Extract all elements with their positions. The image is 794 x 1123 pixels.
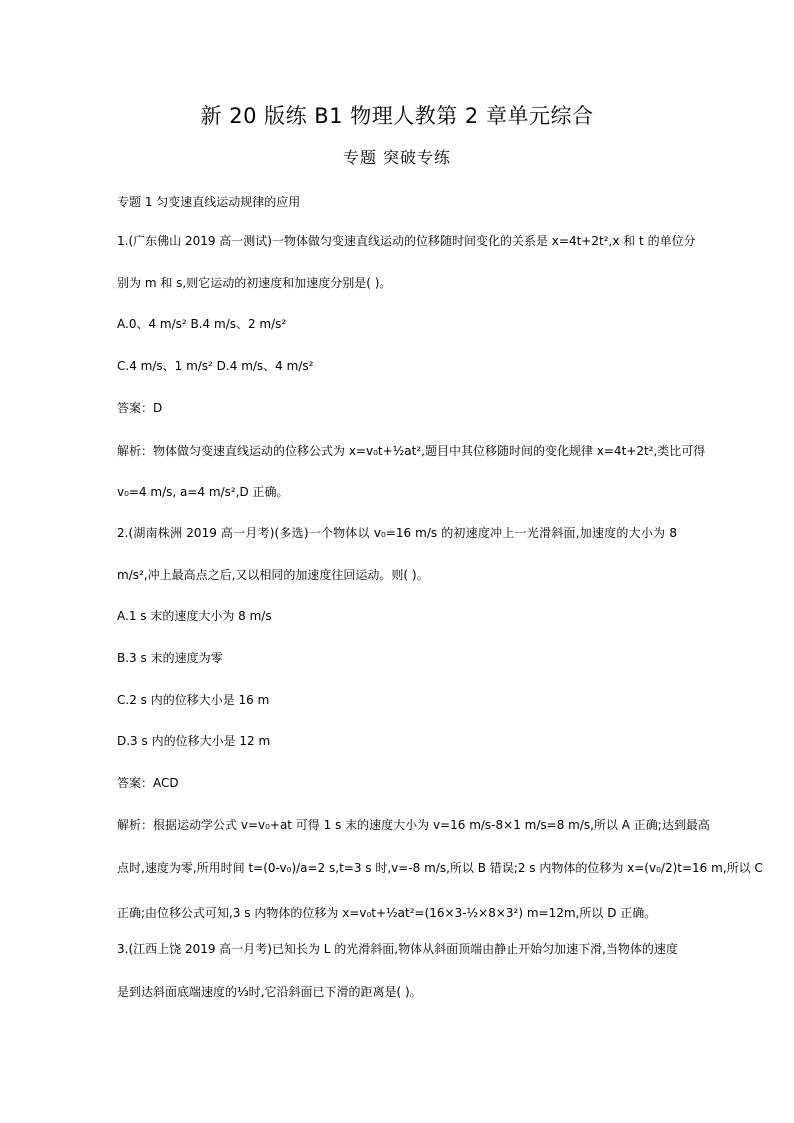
q2-option-d: D.3 s 内的位移大小是 12 m	[117, 734, 271, 748]
q2-option-a: A.1 s 末的速度大小为 8 m/s	[117, 609, 272, 623]
document-title: 新 20 版练 B1 物理人教第 2 章单元综合	[200, 104, 594, 128]
q2-stem-line2: m/s²,冲上最高点之后,又以相同的加速度往回运动。则( )。	[117, 568, 429, 582]
section-heading: 专题 1 匀变速直线运动规律的应用	[117, 195, 301, 209]
q2-option-b: B.3 s 末的速度为零	[117, 651, 223, 665]
document-subtitle: 专题 突破专练	[342, 148, 452, 167]
q1-analysis-line1: 解析：物体做匀变速直线运动的位移公式为 x=v₀t+½at²,题目中其位移随时间的变化规律 x=4t+2t²,类比可得	[117, 444, 706, 458]
q2-option-c: C.2 s 内的位移大小是 16 m	[117, 693, 270, 707]
q1-stem-line2: 别为 m 和 s,则它运动的初速度和加速度分别是( )。	[117, 276, 392, 290]
q2-analysis-line3: 正确;由位移公式可知,3 s 内物体的位移为 x=v₀t+½at²=(16×3-½×8×3²) m=12m,所以 D 正确。	[117, 906, 657, 920]
q2-analysis-line2: 点时,速度为零,所用时间 t=(0-v₀)/a=2 s,t=3 s 时,v=-8 m/s,所以 B 错误;2 s 内物体的位移为 x=(v₀/2)t=16 m,所以 C	[117, 861, 763, 875]
q1-answer: 答案：D	[117, 401, 163, 415]
q1-analysis-line2: v₀=4 m/s, a=4 m/s²,D 正确。	[117, 485, 289, 499]
q3-stem-line1: 3.(江西上饶 2019 高一月考)已知长为 L 的光滑斜面,物体从斜面顶端由静止开始匀加速下滑,当物体的速度	[117, 942, 678, 956]
q2-answer: 答案：ACD	[117, 776, 179, 790]
q1-stem-line1: 1.(广东佛山 2019 高一测试)一物体做匀变速直线运动的位移随时间变化的关系是 x=4t+2t²,x 和 t 的单位分	[117, 234, 696, 248]
q3-stem-line2: 是到达斜面底端速度的⅓时,它沿斜面已下滑的距离是( )。	[117, 985, 422, 999]
q1-options-line2: C.4 m/s、1 m/s² D.4 m/s、4 m/s²	[117, 359, 314, 373]
q2-analysis-line1: 解析：根据运动学公式 v=v₀+at 可得 1 s 末的速度大小为 v=16 m/s-8×1 m/s=8 m/s,所以 A 正确;达到最高	[117, 818, 710, 832]
q2-stem-line1: 2.(湖南株洲 2019 高一月考)(多选)一个物体以 v₀=16 m/s 的初速度冲上一光滑斜面,加速度的大小为 8	[117, 526, 677, 540]
q1-options-line1: A.0、4 m/s² B.4 m/s、2 m/s²	[117, 317, 287, 331]
